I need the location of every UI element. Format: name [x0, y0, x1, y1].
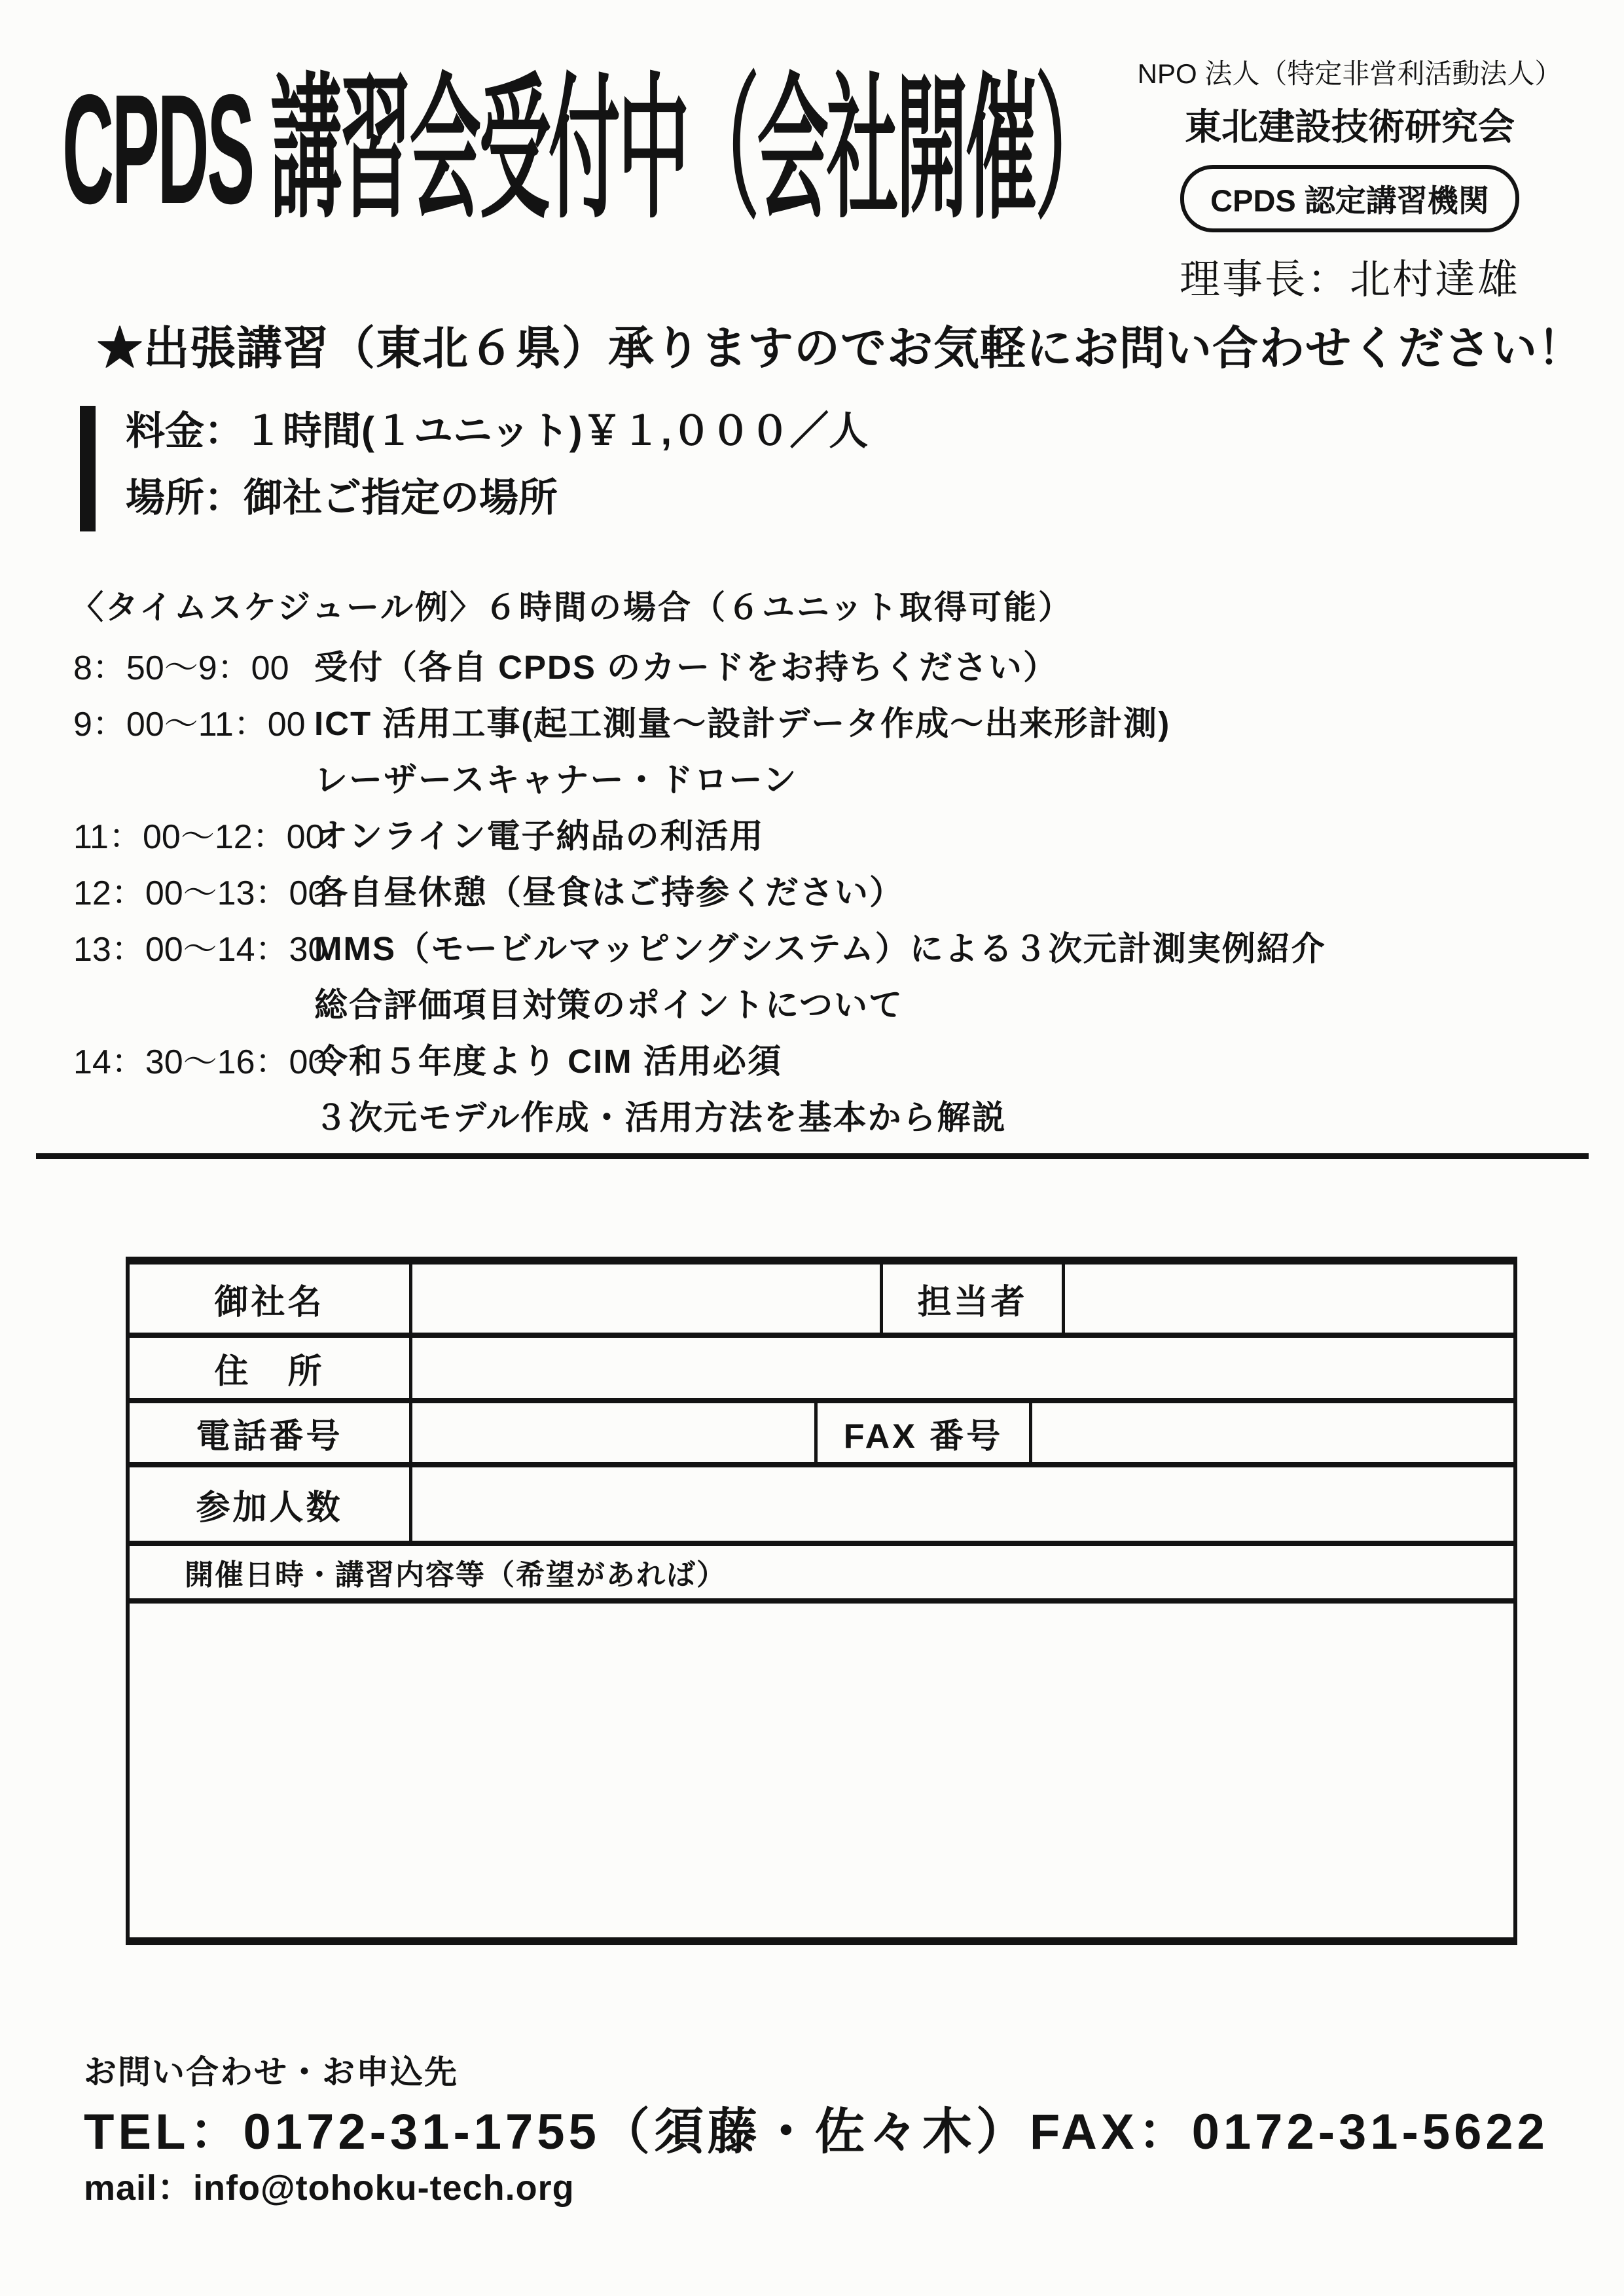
company-name-input[interactable] — [412, 1265, 883, 1333]
schedule-time: 13：00～14：30 — [73, 930, 327, 969]
cpds-certified-badge: CPDS 認定講習機関 — [1180, 165, 1519, 232]
price-block-bar — [80, 406, 96, 531]
schedule-line — [73, 692, 1579, 749]
schedule-topic: 総合評価項目対策のポイントについて — [314, 986, 903, 1024]
schedule-line — [73, 1086, 1579, 1143]
application-form-table — [126, 1257, 1517, 1945]
fax-number-input[interactable] — [1032, 1403, 1513, 1462]
contact-person-input[interactable] — [1065, 1265, 1513, 1333]
schedule-topic: ICT 活用工事(起工測量～設計データ作成～出来形計測) — [314, 705, 1171, 742]
schedule-time: 14：30～16：00 — [73, 1043, 327, 1081]
schedule-topic: ３次元モデル作成・活用方法を基本から解説 — [314, 1099, 1007, 1136]
form-row-request-area — [130, 1604, 1513, 1937]
phone-number-label: 電話番号 — [130, 1403, 412, 1462]
organization-block — [1094, 52, 1605, 305]
fax-number-label: FAX 番号 — [818, 1403, 1032, 1462]
schedule-time: 8：50～9：00 — [73, 649, 289, 687]
schedule-line — [73, 805, 1579, 861]
form-row-participants — [130, 1467, 1513, 1546]
schedule-topic: 令和５年度より CIM 活用必須 — [314, 1043, 782, 1080]
organization-name: 東北建設技術研究会 — [1185, 106, 1515, 147]
schedule-line — [73, 1030, 1579, 1086]
schedule-line — [73, 636, 1579, 692]
schedule-time: 12：00～13：00 — [73, 874, 327, 912]
contact-person-label: 担当者 — [883, 1265, 1065, 1333]
chairman-line: 理事長：北村達雄 — [1179, 257, 1520, 302]
schedule-topic: オンライン電子納品の利活用 — [314, 817, 765, 855]
contact-mail-line: mail：info@tohoku-tech.org — [84, 2168, 575, 2208]
price-line: 料金：１時間(１ユニット)￥１,０００／人 — [126, 409, 869, 453]
schedule-topic: MMS（モービルマッピングシステム）による３次元計測実例紹介 — [314, 930, 1326, 967]
section-divider — [36, 1153, 1589, 1159]
schedule-line — [73, 974, 1579, 1030]
contact-tel-fax-line: TEL：0172-31-1755（須藤・佐々木）FAX：0172-31-5622 — [84, 2104, 1549, 2160]
npo-type-line: NPO 法人（特定非営利活動法人） — [1137, 58, 1562, 89]
form-row-request-header — [130, 1546, 1513, 1604]
schedule-line — [73, 861, 1579, 918]
schedule-list — [73, 636, 1579, 1143]
form-row-phone-fax — [130, 1403, 1513, 1467]
schedule-time: 11：00～12：00 — [73, 817, 325, 856]
onsite-training-banner: ★出張講習（東北６県）承りますのでお気軽にお問い合わせください！ — [97, 324, 1584, 374]
schedule-heading: 〈タイムスケジュール例〉６時間の場合（６ユニット取得可能） — [71, 589, 1073, 626]
participants-input[interactable] — [412, 1467, 1513, 1541]
request-details-input[interactable] — [130, 1604, 1513, 1937]
company-name-label: 御社名 — [130, 1265, 412, 1333]
schedule-line — [73, 918, 1579, 974]
schedule-time: 9：00～11：00 — [73, 705, 306, 744]
place-line: 場所：御社ご指定の場所 — [126, 476, 558, 520]
form-row-address — [130, 1338, 1513, 1403]
participants-label: 参加人数 — [130, 1467, 412, 1541]
page-title: CPDS 講習会受付中（会社開催） — [62, 63, 1105, 236]
schedule-line — [73, 749, 1579, 805]
phone-number-input[interactable] — [412, 1403, 818, 1462]
contact-heading: お問い合わせ・お申込先 — [84, 2054, 458, 2090]
request-details-label: 開催日時・講習内容等（希望があれば） — [185, 1559, 727, 1591]
schedule-topic: レーザースキャナー・ドローン — [314, 761, 798, 798]
address-input[interactable] — [412, 1338, 1513, 1398]
schedule-topic: 受付（各自 CPDS のカードをお持ちください） — [314, 649, 1058, 686]
address-label: 住 所 — [130, 1338, 412, 1398]
form-row-company — [130, 1265, 1513, 1338]
price-block — [126, 398, 868, 531]
schedule-topic: 各自昼休憩（昼食はご持参ください） — [314, 874, 905, 911]
